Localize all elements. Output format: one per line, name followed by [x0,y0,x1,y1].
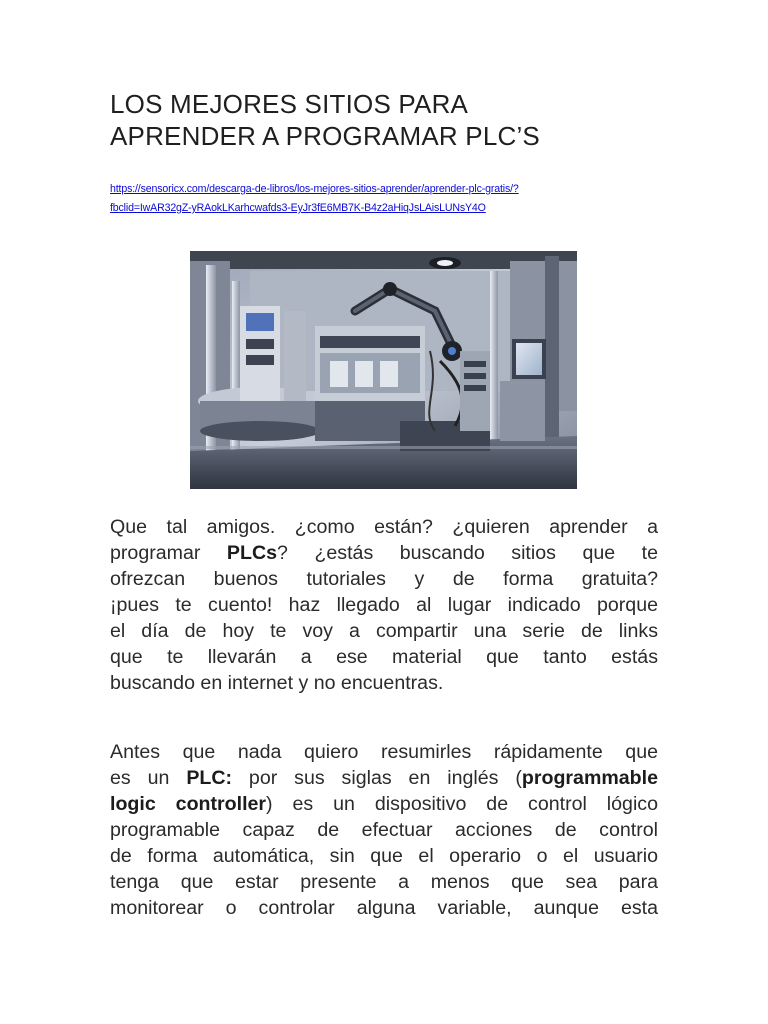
definition-paragraph [110,739,658,921]
page-title [110,88,670,152]
intro-paragraph [110,514,658,696]
intro-line-2-start: programar [110,542,227,564]
definition-line-2-start: es un [110,767,187,789]
definition-line-3 [110,791,658,817]
title-line-2: APRENDER A PROGRAMAR PLC’S [110,121,540,151]
intro-line-4: ¡pues te cuento! haz llegado al lugar indicado porque [110,594,658,616]
programmable-keyword: programmable [521,767,658,789]
intro-line-7: buscando en internet y no encuentras. [110,672,444,694]
definition-line-7: monitorear o controlar alguna variable, aunque esta [110,897,658,919]
intro-line-2 [110,540,658,566]
definition-line-2 [110,765,658,791]
title-line-1: LOS MEJORES SITIOS PARA [110,89,469,119]
definition-line-4: programable capaz de efectuar acciones de control [110,819,658,841]
definition-line-3-end: ) es un dispositivo de control lógico [266,793,658,815]
plcs-keyword: PLCs [226,542,278,564]
automation-station-illustration [190,251,577,489]
plc-keyword: PLC: [186,767,233,789]
intro-line-5: el día de hoy te voy a compartir una serie de links [110,620,658,642]
definition-line-5: de forma automática, sin que el operario o el usuario [110,845,658,867]
intro-line-3: ofrezcan buenos tutoriales y de forma gratuita? [110,568,658,590]
intro-line-2-end: ? ¿estás buscando sitios que te [277,542,658,564]
logic-controller-keyword: logic controller [110,793,267,815]
intro-line-6: que te llevarán a ese material que tanto estás [110,646,658,668]
definition-line-6: tenga que estar presente a menos que sea para [110,871,658,893]
source-link-line-2[interactable]: fbclid=IwAR32gZ-yRAokLKarhcwafds3-EyJr3fE6MB7K-B4z2aHiqJsLAisLUNsY4O [110,202,486,214]
definition-line-2-mid: por sus siglas en inglés ( [232,767,522,789]
source-link-line-1[interactable]: https://sensoricx.com/descarga-de-libros/los-mejores-sitios-aprender/aprender-plc-gratis/? [110,183,519,195]
definition-line-1: Antes que nada quiero resumirles rápidamente que [110,741,658,763]
source-link[interactable] [110,180,650,218]
industrial-automation-photo [190,251,577,489]
intro-line-1: Que tal amigos. ¿como están? ¿quieren aprender a [110,516,658,538]
